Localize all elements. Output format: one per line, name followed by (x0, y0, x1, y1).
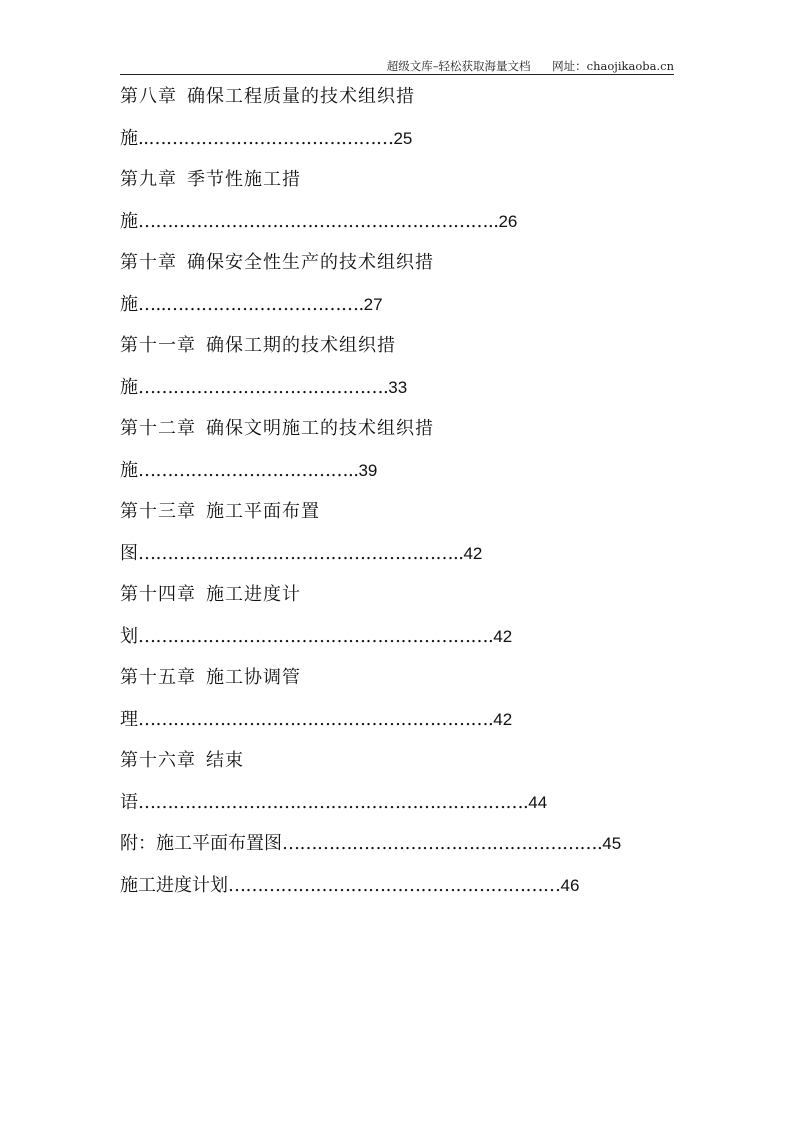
toc-chapter-15[interactable] (120, 663, 720, 705)
toc-entry-9[interactable] (120, 207, 720, 249)
toc-leader-dots: ……………………………………………………. (138, 708, 494, 730)
toc-entry-lead: 施 (120, 293, 138, 315)
toc-entry-15[interactable] (120, 705, 720, 747)
toc-entry-lead: 施工进度计划 (120, 874, 228, 896)
toc-entry-10[interactable] (120, 290, 720, 332)
toc-chapter-label: 第十二章 (120, 418, 196, 439)
toc-page-number: 44 (528, 792, 548, 812)
toc-entry-12[interactable] (120, 456, 720, 498)
toc-page-number: 33 (388, 377, 408, 397)
toc-leader-dots: …………………………………………………….. (138, 210, 499, 232)
toc-chapter-title: 确保安全性生产的技术组织措 (187, 252, 434, 273)
toc-chapter-title: 确保工期的技术组织措 (206, 335, 396, 356)
toc-chapter-label: 第十六章 (120, 750, 196, 771)
toc-chapter-label: 第九章 (120, 169, 177, 190)
toc-entry-lead: 附：施工平面布置图 (120, 833, 282, 854)
toc-entry-appendix-schedule[interactable] (120, 871, 720, 913)
toc-entry-14[interactable] (120, 622, 720, 664)
toc-chapter-11[interactable] (120, 331, 720, 373)
toc-entry-8[interactable] (120, 124, 720, 166)
toc-leader-dots: ………………………………………………. (282, 833, 603, 854)
toc-leader-dots: ………………………………………………… (228, 874, 561, 896)
toc-chapter-10[interactable] (120, 248, 720, 290)
toc-entry-lead: 施 (120, 127, 138, 149)
toc-leader-dots: …………………………………………………………. (138, 791, 529, 813)
toc-entry-lead: 划 (120, 625, 138, 647)
toc-chapter-title: 季节性施工措 (187, 169, 301, 190)
toc-leader-dots: ……………………………………. (138, 376, 389, 398)
toc-chapter-label: 第十一章 (120, 335, 196, 356)
toc-entry-16[interactable] (120, 788, 720, 830)
toc-chapter-title: 施工进度计 (206, 584, 301, 605)
page-header (120, 56, 674, 75)
toc-entry-lead: 施 (120, 210, 138, 232)
toc-chapter-label: 第十章 (120, 252, 177, 273)
toc-chapter-9[interactable] (120, 165, 720, 207)
toc-chapter-label: 第十四章 (120, 584, 196, 605)
toc-page-number: 46 (560, 875, 580, 895)
toc-entry-lead: 理 (120, 708, 138, 730)
toc-chapter-label: 第十五章 (120, 667, 196, 688)
toc-entry-appendix-layout[interactable] (120, 829, 720, 871)
toc-entry-13[interactable] (120, 539, 720, 581)
toc-leader-dots: ……………………………………………….. (138, 542, 464, 564)
toc-leader-dots: ..…………………………………… (138, 127, 394, 149)
toc-entry-lead: 语 (120, 791, 138, 813)
toc-chapter-title: 施工平面布置 (206, 501, 320, 522)
toc-chapter-8[interactable] (120, 82, 720, 124)
toc-chapter-title: 确保文明施工的技术组织措 (206, 418, 434, 439)
toc-chapter-label: 第十三章 (120, 501, 196, 522)
toc-page-number: 42 (463, 543, 483, 563)
toc-leader-dots: …..……………………………. (138, 293, 364, 315)
toc-chapter-13[interactable] (120, 497, 720, 539)
toc-leader-dots: ……………………………………………………. (138, 625, 494, 647)
toc-entry-lead: 施 (120, 459, 138, 481)
toc-leader-dots: ……………………………….. (138, 459, 359, 481)
toc-page-number: 25 (393, 128, 413, 148)
toc-entry-lead: 施 (120, 376, 138, 398)
toc-page-number: 26 (498, 211, 518, 231)
toc-chapter-title: 确保工程质量的技术组织措 (187, 86, 415, 107)
toc-chapter-title: 施工协调管 (206, 667, 301, 688)
header-site-info (387, 58, 674, 74)
toc-page-number: 27 (363, 294, 383, 314)
table-of-contents (120, 82, 720, 912)
toc-page-number: 42 (493, 709, 513, 729)
toc-page-number: 42 (493, 626, 513, 646)
toc-chapter-title: 结束 (206, 750, 244, 771)
toc-page-number: 39 (358, 460, 378, 480)
toc-entry-11[interactable] (120, 373, 720, 415)
toc-page-number: 45 (602, 834, 622, 853)
header-site-text: 超级文库–轻松获取海量文档 (386, 59, 531, 73)
toc-entry-lead: 图 (120, 542, 138, 564)
header-url-label: 网址： (552, 59, 587, 73)
toc-chapter-12[interactable] (120, 414, 720, 456)
toc-chapter-16[interactable] (120, 746, 720, 788)
toc-chapter-label: 第八章 (120, 86, 177, 107)
header-url[interactable]: chaojikaoba.cn (586, 59, 674, 73)
toc-chapter-14[interactable] (120, 580, 720, 622)
